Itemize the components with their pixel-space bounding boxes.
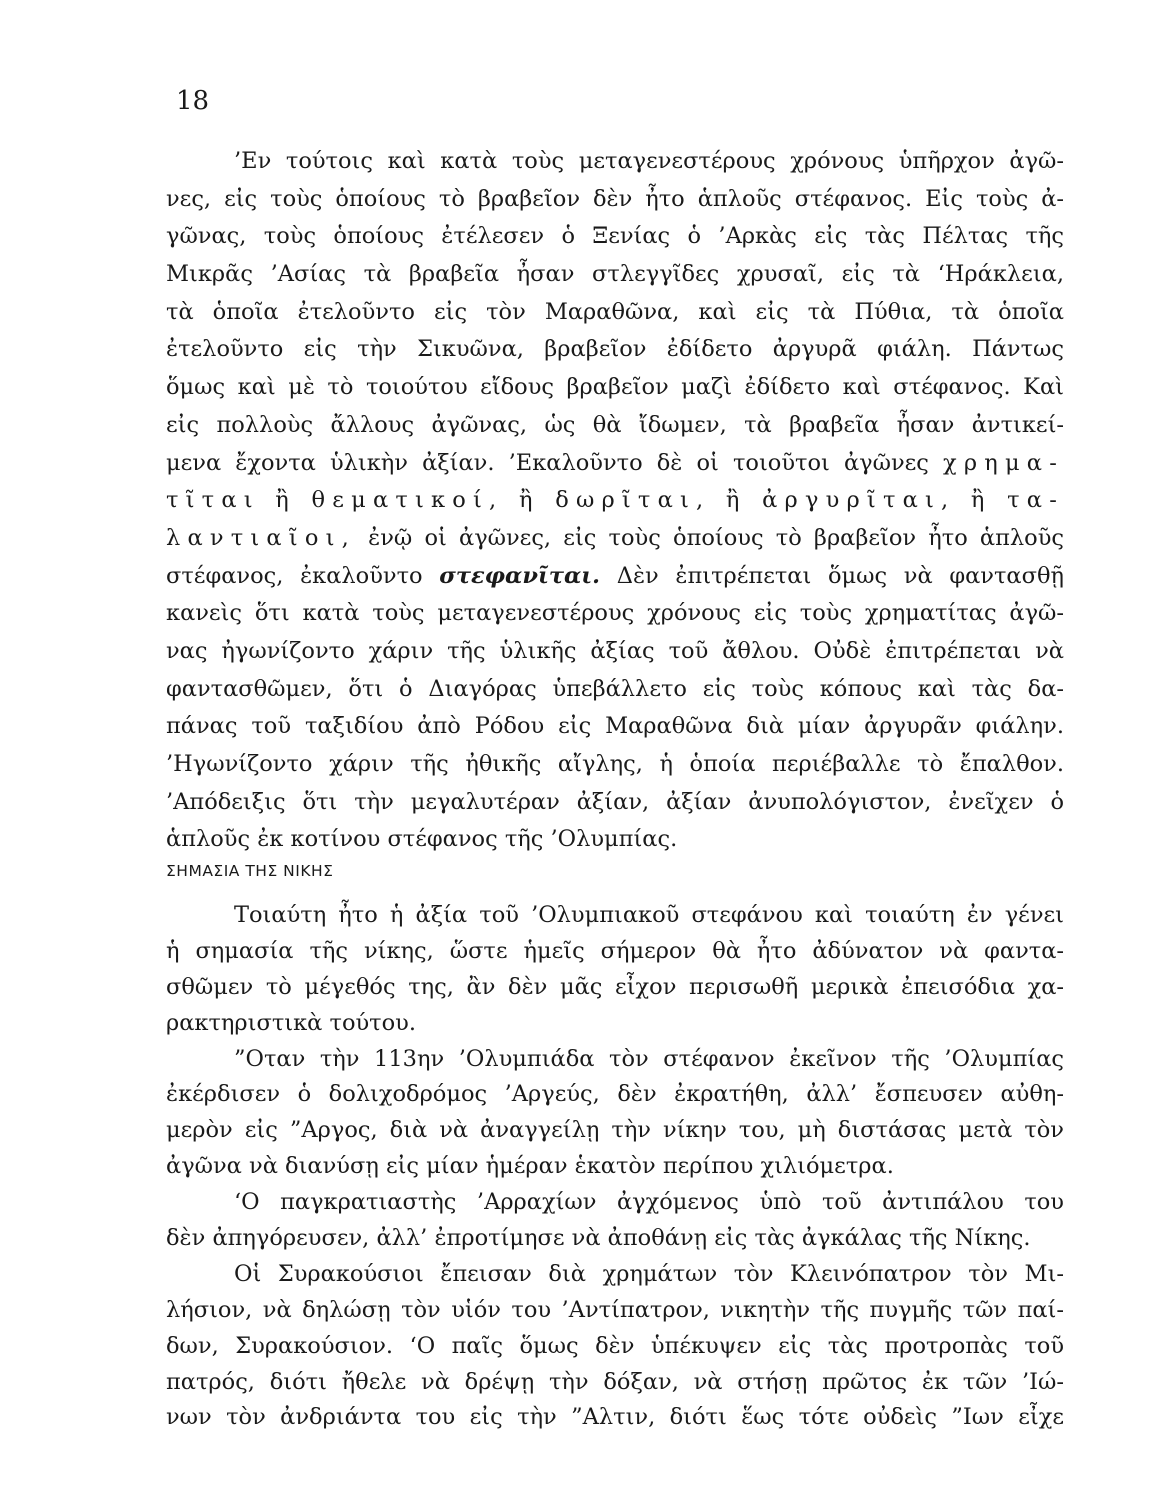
text-line bbox=[166, 520, 1064, 558]
text-line: Οἱ Συρακούσιοι ἔπεισαν διὰ χρημάτων τὸν Κλεινόπατρον τὸν Μι- bbox=[234, 1260, 1064, 1287]
text-line: μερὸν εἰς ”Αργος, διὰ νὰ ἀναγγείλῃ τὴν νίκην του, μὴ διστάσας μετὰ τὸν bbox=[166, 1117, 1064, 1144]
text-line: σθῶμεν τὸ μέγεθός της, ἂν δὲν μᾶς εἶχον περισωθῆ μερικὰ ἐπεισόδια χα- bbox=[166, 973, 1064, 1000]
text-line: φαντασθῶμεν, ὅτι ὁ Διαγόρας ὑπεβάλλετο εἰς τοὺς κόπους καὶ τὰς δα- bbox=[166, 675, 1064, 702]
text-line: δων, Συρακούσιον. ‘Ο παῖς ὅμως δὲν ὑπέκυψεν εἰς τὰς προτροπὰς τοῦ bbox=[166, 1332, 1064, 1359]
text-line: κανεὶς ὅτι κατὰ τοὺς μεταγενεστέρους χρόνους εἰς τοὺς χρηματίτας ἀγῶ- bbox=[166, 600, 1064, 627]
text-line: νας ἠγωνίζοντο χάριν τῆς ὑλικῆς ἀξίας τοῦ ἄθλου. Οὐδὲ ἐπιτρέπεται νὰ bbox=[166, 637, 1064, 664]
text-line: πατρός, διότι ἤθελε νὰ δρέψῃ τὴν δόξαν, νὰ στήσῃ πρῶτος ἐκ τῶν ’Ιώ- bbox=[166, 1368, 1064, 1395]
text-line: ἡ σημασία τῆς νίκης, ὥστε ἡμεῖς σήμερον θὰ ἦτο ἀδύνατον νὰ φαντα- bbox=[166, 937, 1064, 964]
text-line: λήσιον, νὰ δηλώσῃ τὸν υἱόν του ’Αντίπατρον, νικητὴν τῆς πυγμῆς τῶν παί- bbox=[166, 1296, 1064, 1323]
text-line: γῶνας, τοὺς ὁποίους ἐτέλεσεν ὁ Ξενίας ὁ ’Αρκὰς εἰς τὰς Πέλτας τῆς bbox=[166, 223, 1064, 250]
text-span: Δὲν ἐπιτρέπεται ὅμως νὰ φαντασθῇ bbox=[616, 562, 1064, 589]
bold-term-stephanitai: στεφανῖται. bbox=[439, 562, 601, 589]
text-span: ἐνῷ οἱ ἀγῶνες, εἰς τοὺς ὁποίους τὸ βραβεῖον ἦτο ἁπλοῦς bbox=[368, 524, 1064, 551]
text-line: ’Εν τούτοις καὶ κατὰ τοὺς μεταγενεστέρους χρόνους ὑπῆρχον ἀγῶ- bbox=[234, 148, 1064, 174]
spaced-term-chrematitai: χρημα- bbox=[943, 449, 1064, 476]
text-span: μενα ἔχοντα ὑλικὴν ἀξίαν. ’Εκαλοῦντο δὲ οἱ τοιοῦτοι ἀγῶνες bbox=[166, 449, 929, 476]
text-line bbox=[166, 445, 1064, 483]
text-line: ρακτηριστικὰ τούτου. bbox=[166, 1009, 416, 1036]
text-line: ’Ηγωνίζοντο χάριν τῆς ἠθικῆς αἴγλης, ἡ ὁποία περιέβαλλε τὸ ἔπαλθον. bbox=[166, 751, 1064, 777]
text-line: ἀγῶνα νὰ διανύσῃ εἰς μίαν ἡμέραν ἑκατὸν περίπου χιλιόμετρα. bbox=[166, 1153, 894, 1180]
text-line: τὰ ὁποῖα ἐτελοῦντο εἰς τὸν Μαραθῶνα, καὶ εἰς τὰ Πύθια, τὰ ὁποῖα bbox=[166, 298, 1064, 325]
text-line: πάνας τοῦ ταξιδίου ἀπὸ Ρόδου εἰς Μαραθῶνα διὰ μίαν ἀργυρᾶν φιάλην. bbox=[166, 713, 1064, 740]
text-line-spaced: τῖται ἢ θεματικοί, ἢ δωρῖται, ἢ ἀργυρῖται, ἢ τα- bbox=[166, 487, 1064, 514]
text-line: νων τὸν ἀνδριάντα του εἰς τὴν ”Αλτιν, διότι ἕως τότε οὐδεὶς ”Ιων εἶχε bbox=[166, 1404, 1064, 1431]
text-line: Μικρᾶς ’Ασίας τὰ βραβεῖα ἦσαν στλεγγῖδες χρυσαῖ, εἰς τὰ ‘Ηράκλεια, bbox=[166, 261, 1064, 288]
section-heading: ΣΗΜΑΣΙΑ ΤΗΣ ΝΙΚΗΣ bbox=[166, 862, 334, 880]
text-span: στέφανος, ἐκαλοῦντο bbox=[166, 562, 423, 589]
text-line: ἁπλοῦς ἐκ κοτίνου στέφανος τῆς ’Ολυμπίας. bbox=[166, 826, 678, 853]
text-line: δὲν ἀπηγόρευσεν, ἀλλ’ ἐπροτίμησε νὰ ἀποθάνῃ εἰς τὰς ἀγκάλας τῆς Νίκης. bbox=[166, 1225, 1031, 1252]
page-number: 18 bbox=[176, 86, 210, 116]
text-line: ‘Ο παγκρατιαστὴς ’Αρραχίων ἀγχόμενος ὑπὸ τοῦ ἀντιπάλου του bbox=[234, 1189, 1064, 1216]
paragraph-prizes bbox=[166, 143, 1064, 859]
text-line: νες, εἰς τοὺς ὁποίους τὸ βραβεῖον δὲν ἦτο ἁπλοῦς στέφανος. Εἰς τοὺς ἀ- bbox=[166, 185, 1064, 212]
spaced-term-talantiaioi: λαντιαῖοι, bbox=[166, 524, 356, 551]
text-line bbox=[166, 558, 1064, 596]
text-line: ”Οταν τὴν 113ην ’Ολυμπιάδα τὸν στέφανον ἐκεῖνον τῆς ’Ολυμπίας bbox=[234, 1045, 1064, 1072]
text-line: ὅμως καὶ μὲ τὸ τοιούτου εἴδους βραβεῖον μαζὶ ἐδίδετο καὶ στέφανος. Καὶ bbox=[166, 374, 1064, 401]
text-line: Τοιαύτη ἦτο ἡ ἀξία τοῦ ’Ολυμπιακοῦ στεφάνου καὶ τοιαύτη ἐν γένει bbox=[234, 902, 1064, 928]
text-line: ἐκέρδισεν ὁ δολιχοδρόμος ’Αργεύς, δὲν ἐκρατήθη, ἀλλ’ ἔσπευσεν αὐθη- bbox=[166, 1081, 1064, 1108]
text-line: εἰς πολλοὺς ἄλλους ἀγῶνας, ὡς θὰ ἴδωμεν, τὰ βραβεῖα ἦσαν ἀντικεί- bbox=[166, 411, 1064, 438]
text-line: ’Απόδειξις ὅτι τὴν μεγαλυτέραν ἀξίαν, ἀξίαν ἀνυπολόγιστον, ἐνεῖχεν ὁ bbox=[166, 788, 1064, 815]
text-line: ἐτελοῦντο εἰς τὴν Σικυῶνα, βραβεῖον ἐδίδετο ἀργυρᾶ φιάλη. Πάντως bbox=[166, 336, 1064, 363]
section-body bbox=[166, 898, 1064, 1436]
